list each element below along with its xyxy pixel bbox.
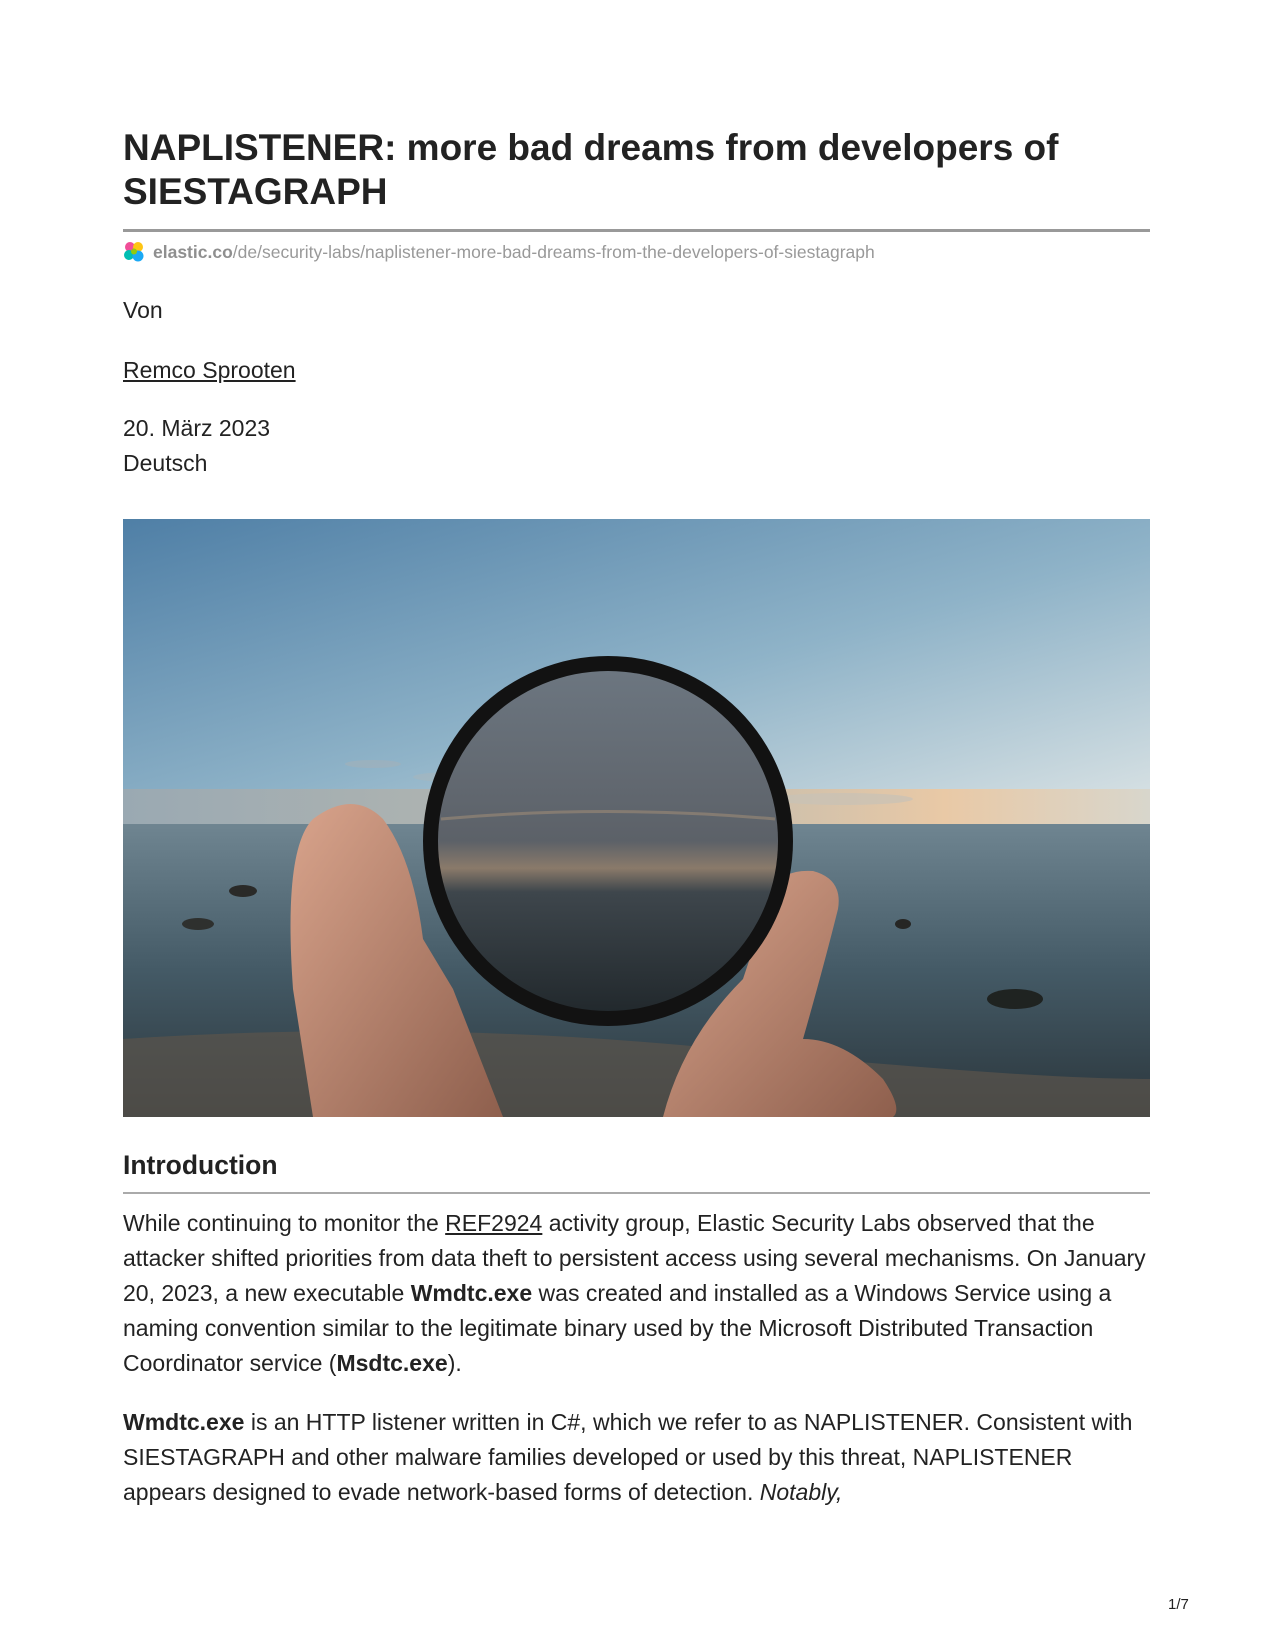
publish-date: 20. März 2023 [123,415,271,441]
source-path: /de/security-labs/naplistener-more-bad-dreams-from-the-developers-of-siestagraph [232,241,875,262]
article-language: Deutsch [123,450,208,476]
source-url[interactable] [123,240,875,264]
text-run: is an HTTP listener written in C#, which we refer to as NAPLISTENER. Consistent with SIESTAGRAPH and other malware families developed or used by this threat, NAPLISTENER appears designed to evade network-based forms of detection. [123,1409,1133,1505]
text-run: was created and installed as a Windows Service using a naming convention similar to the legitimate binary used by the Microsoft Distributed Transaction Coordinator service ( [123,1280,1112,1376]
text-run: activity group, Elastic Security Labs observed that the attacker shifted priorities from data theft to persistent access using several mechanisms. On January 20, 2023, a new executable [123,1210,1146,1306]
author-link[interactable]: Remco Sprooten [123,357,296,383]
hero-image [123,519,1150,1117]
section-divider [123,1192,1150,1194]
page-number: 1/7 [1168,1596,1189,1613]
ref2924-link[interactable]: REF2924 [445,1210,543,1236]
title-divider [123,229,1150,232]
byline-label: Von [123,297,163,323]
article-title: NAPLISTENER: more bad dreams from developers of SIESTAGRAPH [123,127,1059,212]
introduction-heading: Introduction [123,1150,278,1180]
elastic-logo-icon [123,241,145,263]
bold-filename: Wmdtc.exe [410,1280,533,1306]
italic-text: Notably, [759,1479,843,1505]
intro-paragraph-2 [123,1405,1150,1510]
text-run: ). [447,1350,462,1376]
text-run: While continuing to monitor the [123,1210,446,1236]
source-domain: elastic.co [153,241,233,262]
bold-filename: Wmdtc.exe [123,1409,245,1435]
author-link-line [123,356,296,384]
bold-filename: Msdtc.exe [336,1350,448,1376]
intro-paragraph-1 [123,1206,1150,1381]
